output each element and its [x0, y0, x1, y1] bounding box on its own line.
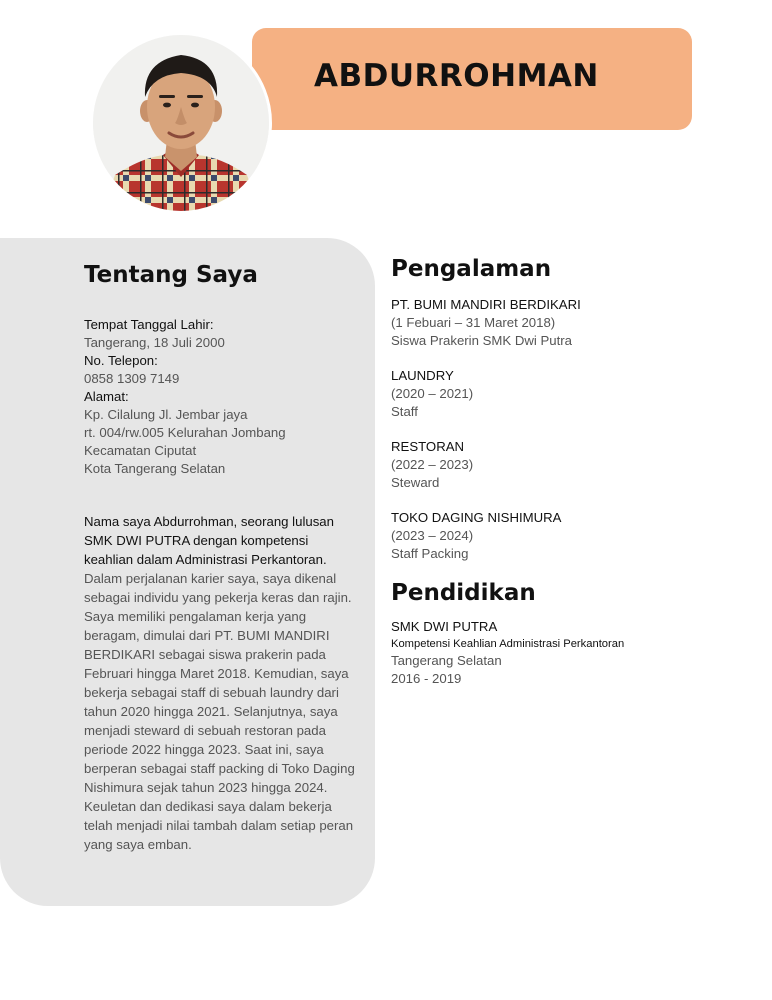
- right-column: [391, 256, 751, 688]
- profile-photo-icon: [93, 35, 269, 211]
- about-intro: Nama saya Abdurrohman, seorang lulusan SMK DWI PUTRA dengan kompetensi keahlian dalam Administrasi Perkantoran.: [84, 514, 334, 567]
- experience-period: (2022 – 2023): [391, 457, 474, 472]
- experience-company: TOKO DAGING NISHIMURA: [391, 510, 562, 525]
- birth-value: Tangerang, 18 Juli 2000: [84, 335, 225, 350]
- experience-role: Staff: [391, 404, 418, 419]
- experience-title: Pengalaman: [391, 256, 552, 282]
- experience-company: LAUNDRY: [391, 368, 454, 383]
- about-panel: [0, 238, 375, 906]
- address-label: Alamat:: [84, 389, 129, 404]
- about-text: [84, 512, 356, 854]
- education-school: SMK DWI PUTRA: [391, 619, 498, 634]
- birth-label: Tempat Tanggal Lahir:: [84, 317, 214, 332]
- address-line: Kota Tangerang Selatan: [84, 461, 226, 476]
- experience-company: PT. BUMI MANDIRI BERDIKARI: [391, 297, 581, 312]
- education-location: Tangerang Selatan: [391, 653, 502, 668]
- experience-company: RESTORAN: [391, 439, 465, 454]
- avatar: [90, 32, 272, 214]
- experience-item: [391, 367, 751, 421]
- phone-label: No. Telepon:: [84, 353, 158, 368]
- experience-item: [391, 296, 751, 350]
- phone-value: 0858 1309 7149: [84, 371, 180, 386]
- address-line: Kecamatan Ciputat: [84, 443, 197, 458]
- person-name: ABDURROHMAN: [314, 58, 599, 94]
- experience-item: [391, 509, 751, 563]
- experience-period: (2020 – 2021): [391, 386, 474, 401]
- address-line: rt. 004/rw.005 Kelurahan Jombang: [84, 425, 286, 440]
- experience-period: (1 Febuari – 31 Maret 2018): [391, 315, 556, 330]
- address-line: Kp. Cilalung Jl. Jembar jaya: [84, 407, 248, 422]
- personal-info: [84, 316, 354, 478]
- experience-role: Staff Packing: [391, 546, 469, 561]
- about-title: Tentang Saya: [84, 262, 258, 288]
- education-title: Pendidikan: [391, 580, 536, 606]
- education-item: [391, 618, 751, 688]
- about-body: Dalam perjalanan karier saya, saya dikenal sebagai individu yang pekerja keras dan rajin. Saya memiliki pengalaman kerja yang beragam, dimulai dari PT. BUMI MANDIRI BERDIKARI sebagai siswa prakerin pada Februari hingga Maret 2018. Kemudian, saya bekerja sebagai staff di sebuah laundry dari tahun 2020 hingga 2021. Selanjutnya, saya menjadi steward di sebuah restoran pada periode 2022 hingga 2023. Saat ini, saya berperan sebagai staff packing di Toko Daging Nishimura sejak tahun 2023 hingga 2024. Keuletan dan dedikasi saya dalam bekerja telah menjadi nilai tambah dalam setiap peran yang saya emban.: [84, 571, 355, 852]
- experience-role: Siswa Prakerin SMK Dwi Putra: [391, 333, 573, 348]
- experience-role: Steward: [391, 475, 440, 490]
- experience-period: (2023 – 2024): [391, 528, 474, 543]
- education-major: Kompetensi Keahlian Administrasi Perkantoran: [391, 638, 625, 650]
- education-years: 2016 - 2019: [391, 671, 462, 686]
- name-banner: [252, 28, 692, 130]
- experience-item: [391, 438, 751, 492]
